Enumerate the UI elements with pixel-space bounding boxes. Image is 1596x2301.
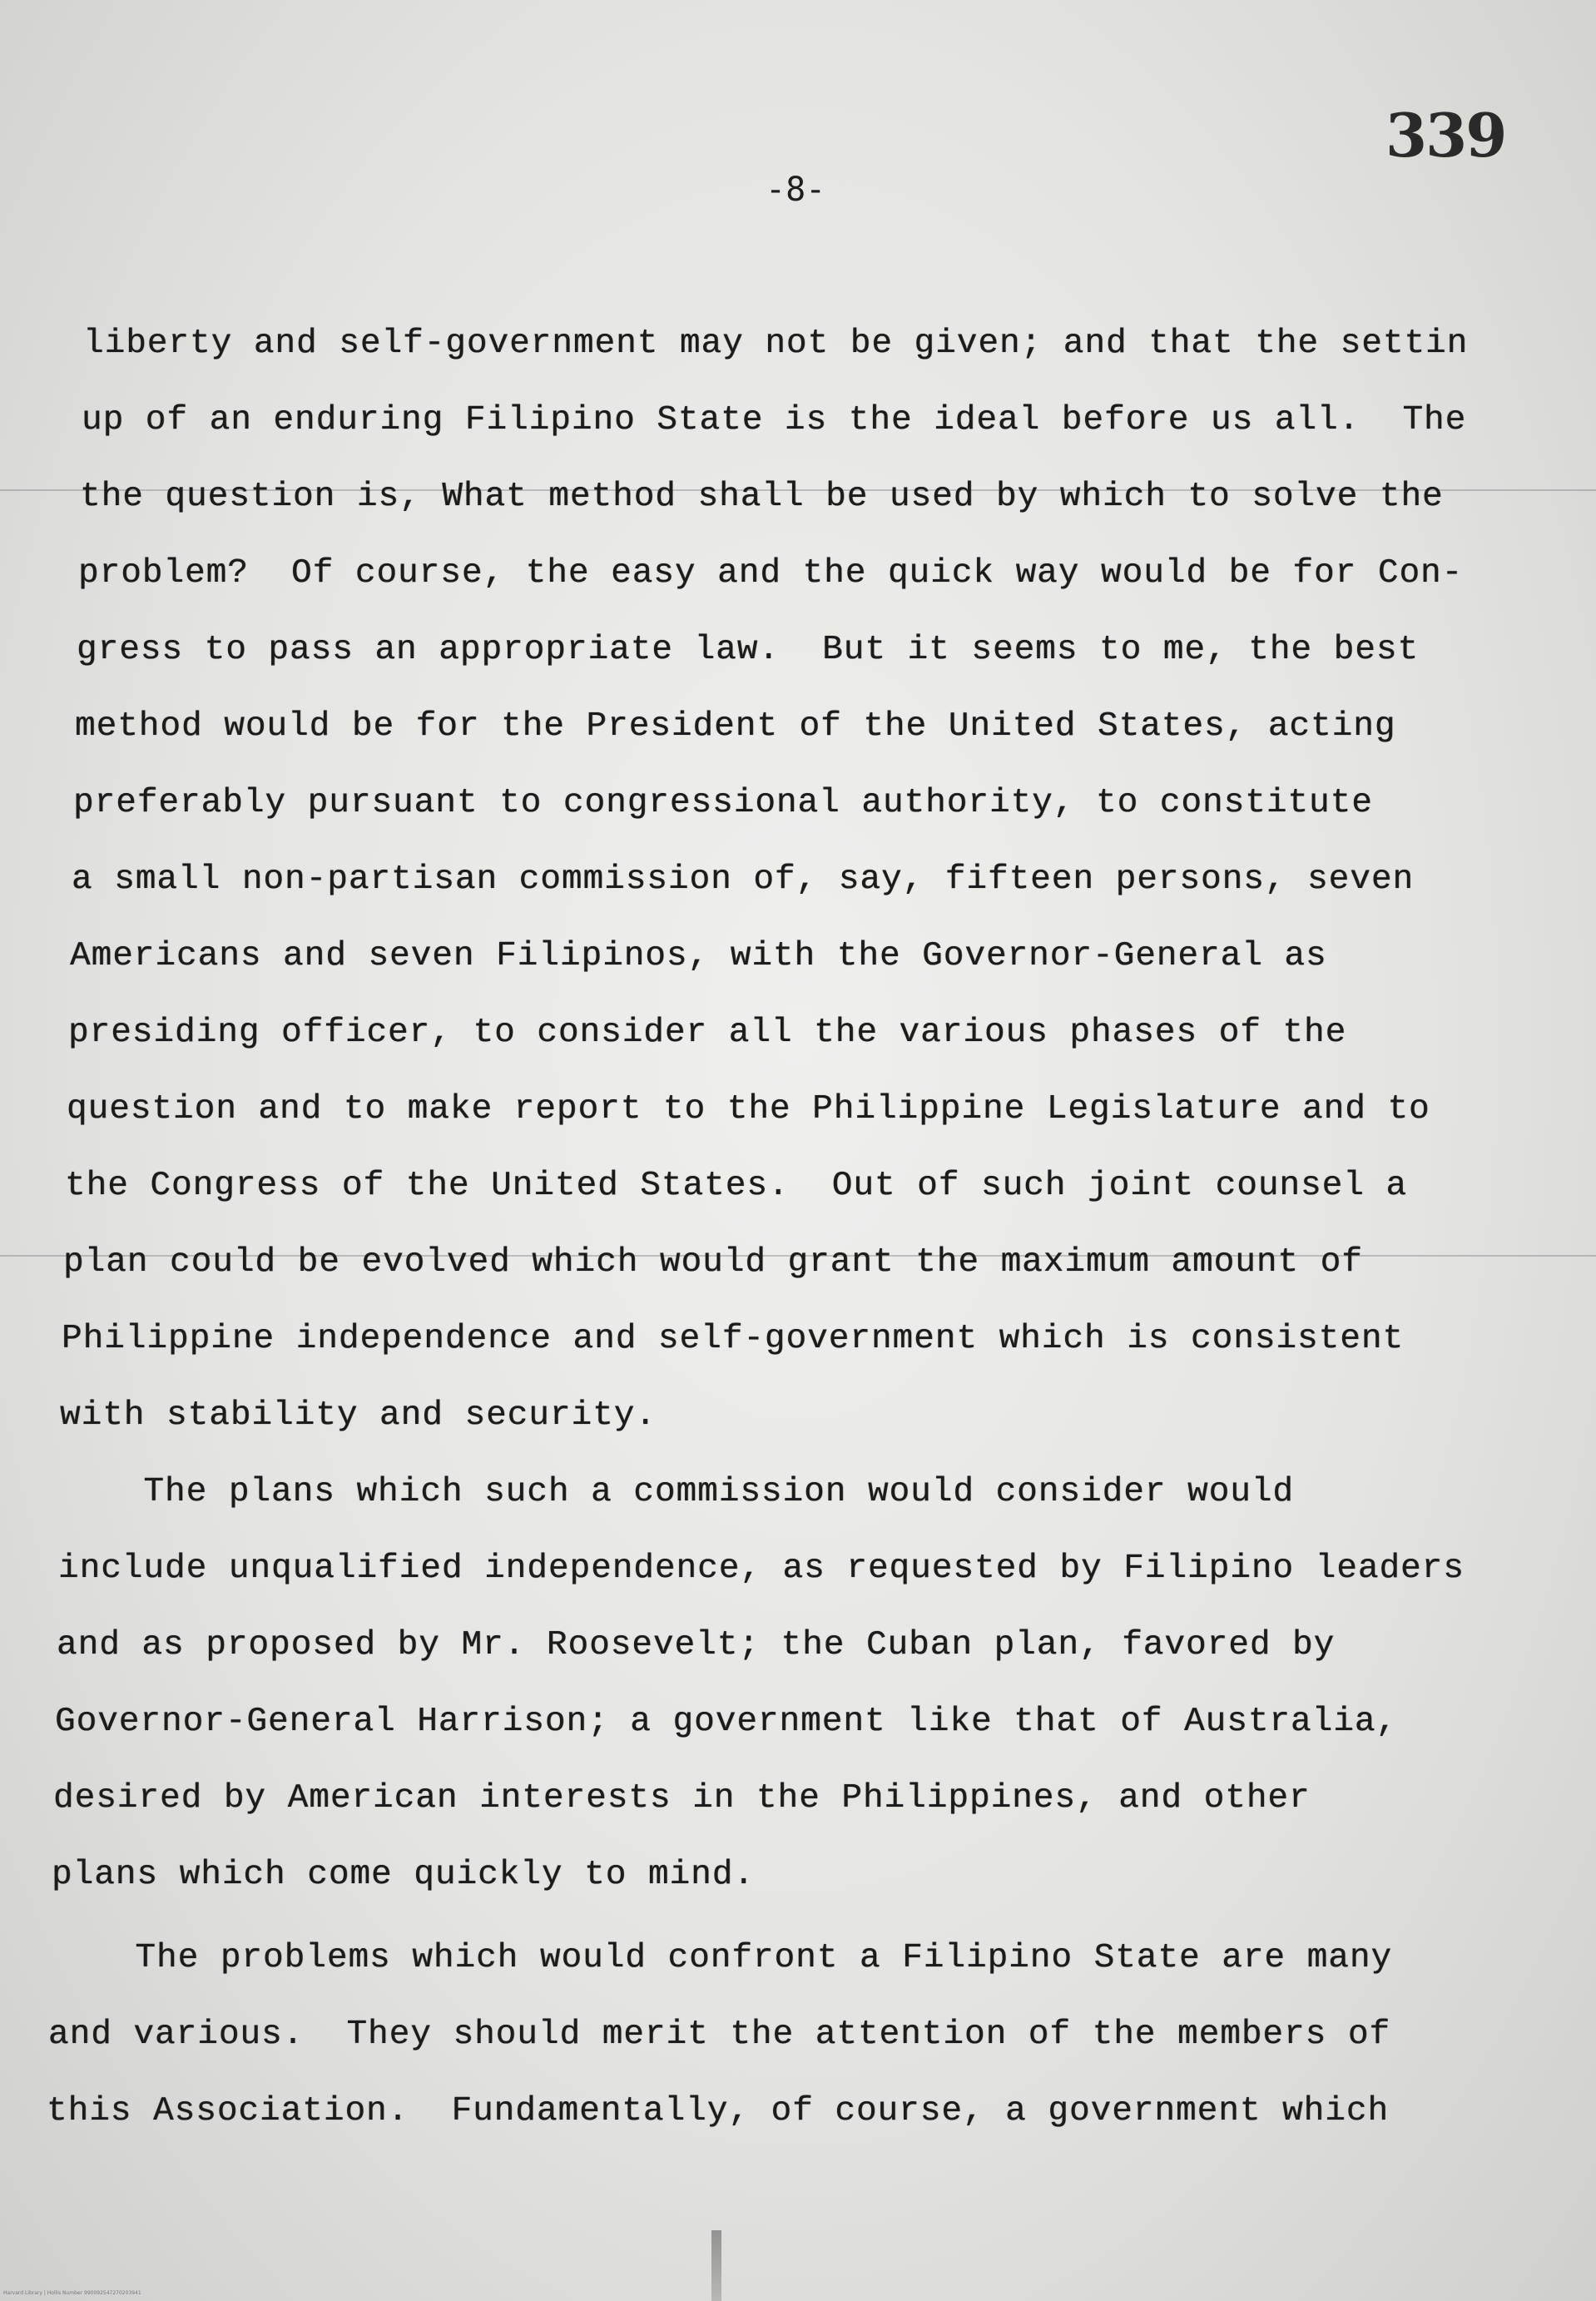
text-line: gress to pass an appropriate law. But it seems to me, the best <box>77 631 1420 669</box>
text-line: Philippine independence and self-government which is consistent <box>62 1320 1405 1358</box>
text-line: method would be for the President of the United States, acting <box>75 707 1396 746</box>
text-line: this Association. Fundamentally, of course, a government which <box>47 2092 1390 2130</box>
text-line: The plans which such a commission would consider would <box>58 1473 1295 1511</box>
text-line: include unqualified independence, as requested by Filipino leaders <box>58 1550 1465 1588</box>
text-line: a small non-partisan commission of, say, fifteen persons, seven <box>72 860 1415 899</box>
text-line: the Congress of the United States. Out of such joint counsel a <box>65 1167 1408 1205</box>
text-line: and various. They should merit the attention of the members of <box>48 2016 1391 2054</box>
page-stamp: 339 <box>1385 100 1506 171</box>
text-line: the question is, What method shall be used by which to solve the <box>80 478 1444 516</box>
text-line: question and to make report to the Philippine Legislature and to <box>67 1090 1430 1128</box>
text-line: problem? Of course, the easy and the quick way would be for Con- <box>78 554 1464 593</box>
text-line: Governor-General Harrison; a government like that of Australia, <box>55 1703 1398 1741</box>
text-line: Americans and seven Filipinos, with the Governor-General as <box>70 937 1327 975</box>
text-line: with stability and security. <box>60 1396 657 1435</box>
text-line: up of an enduring Filipino State is the ideal before us all. The <box>82 401 1467 439</box>
text-line: plans which come quickly to mind. <box>52 1856 755 1894</box>
text-line: desired by American interests in the Philippines, and other <box>53 1779 1311 1817</box>
text-line: The problems which would confront a Filipino State are many <box>50 1939 1393 1977</box>
ink-smudge <box>711 2230 721 2301</box>
page-number: -8- <box>766 171 826 209</box>
text-line: plan could be evolved which would grant the maximum amount of <box>63 1243 1363 1282</box>
text-line: and as proposed by Mr. Roosevelt; the Cuban plan, favored by <box>57 1626 1336 1664</box>
text-line: presiding officer, to consider all the various phases of the <box>68 1014 1347 1052</box>
text-line: liberty and self-government may not be given; and that the settin <box>83 325 1469 363</box>
scan-footer-note: Harvard Library | Hollis Number 990092547270203941 <box>3 2290 141 2296</box>
text-line: preferably pursuant to congressional authority, to constitute <box>73 784 1373 822</box>
